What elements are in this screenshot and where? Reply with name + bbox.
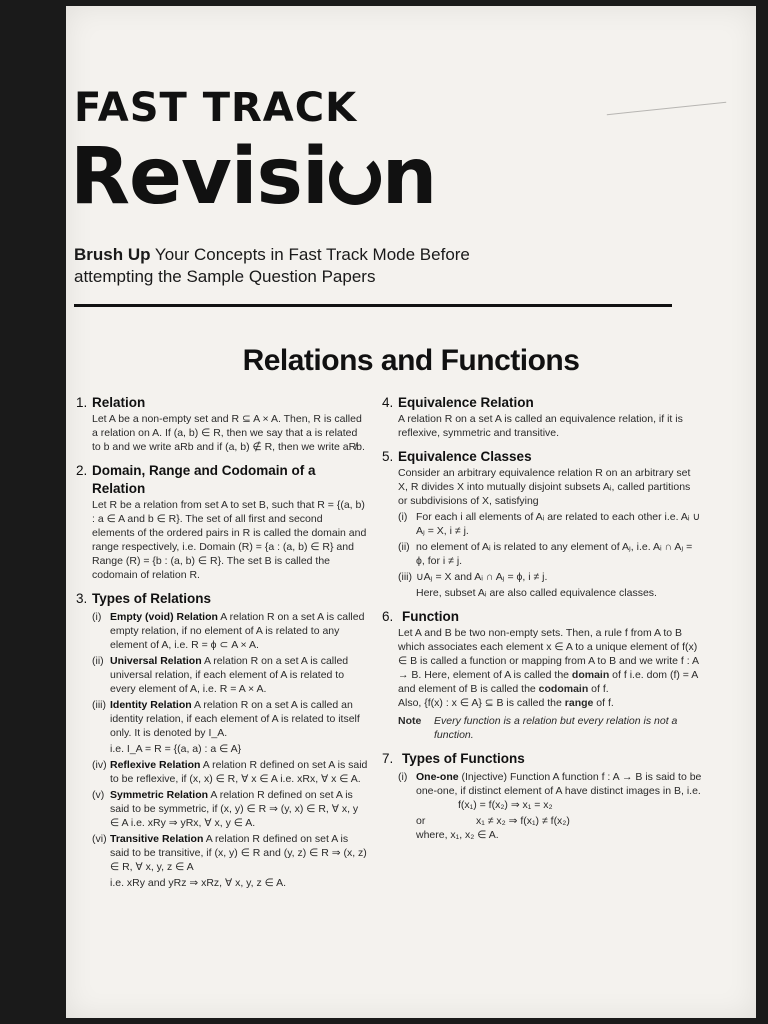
range-text: Also, {f(x) : x ∈ A} ⊆ B is called the range of f. (398, 697, 614, 709)
revision-text-a: Revisi (70, 132, 328, 222)
right-column (382, 394, 702, 850)
section-types-of-relations (76, 590, 368, 890)
section-number: 6. (382, 609, 394, 624)
section-domain-range (76, 462, 368, 582)
revision-circular-arrows-icon (329, 153, 381, 205)
formula-row: or x₁ ≠ x₂ ⇒ f(x₁) ≠ f(x₂) (416, 815, 570, 827)
section-text: Let A and B be two non-empty sets. Then, a rule f from A to B which associates each element x ∈ A to a unique element of f(x) ∈ B is called a function or mapping from A to B and we write f : A → B. Here, element of A is called the domain of f i.e. dom (f) = A and element of B is called the codomain of f. (398, 627, 699, 695)
section-types-of-functions (382, 750, 702, 842)
section-number: 3. (76, 591, 88, 606)
tagline-bold: Brush Up (74, 245, 151, 264)
section-relation (76, 394, 368, 454)
document-page (66, 6, 756, 1018)
section-equivalence-relation (382, 394, 702, 440)
section-text: Let A be a non-empty set and R ⊆ A × A. Then, R is called a relation on A. If (a, b) ∈ R, then we say that a is related to b and we write aRb and if (a, b) ∉ R, then we write aR̸b. (92, 413, 365, 453)
list-item: (i) One-one (Injective) Function A function f : A → B is said to be one-one, if distinct element of A have distinct images in B, i.e. (398, 771, 702, 797)
section-heading: Function (402, 609, 459, 624)
list-item: i.e. xRy and yRz ⇒ xRz, ∀ x, y, z ∈ A. (110, 877, 287, 889)
section-function (382, 608, 702, 742)
list-item: (ii) no element of Aᵢ is related to any element of Aⱼ, i.e. Aᵢ ∩ Aⱼ = ϕ, for i ≠ j. (398, 541, 693, 567)
list-item: (iv) Reflexive Relation A relation R defined on set A is said to be reflexive, if (x, x) ∈ R, ∀ x ∈ A i.e. xRx, ∀ x ∈ A. (92, 759, 368, 785)
header-revision (70, 132, 437, 222)
list-item: (v) Symmetric Relation A relation R defined on set A is said to be symmetric, if (x, y) ∈ R ⇒ (y, x) ∈ R, ∀ x, y ∈ A i.e. xRy ⇒ yRx, ∀ x, y ∈ A. (92, 789, 359, 829)
section-number: 5. (382, 449, 394, 464)
list-item: (iii) Identity Relation A relation R on a set A is called an identity relation, if each element of A is related to itself only. It is denoted by I_A. (92, 699, 360, 739)
section-heading: Equivalence Classes (398, 449, 532, 464)
section-number: 2. (76, 463, 88, 478)
section-heading: Domain, Range and Codomain of a Relation (92, 463, 316, 496)
list-item: (i) Empty (void) Relation A relation R on a set A is called empty relation, if no element of A is related to any element of A, i.e. R = ϕ ⊂ A × A. (92, 611, 365, 651)
tagline-rest-2: attempting the Sample Question Papers (74, 267, 376, 286)
formula-1: f(x₁) = f(x₂) ⇒ x₁ = x₂ (458, 799, 553, 811)
section-heading: Types of Functions (402, 751, 525, 766)
section-text: Let R be a relation from set A to set B, such that R = {(a, b) : a ∈ A and b ∈ R}. The set of all first and second elements of the ordered pairs in R is called the domain and range respectively, i.e. Domain (R) = {a : (a, b) ∈ R} and Range (R) = {b : (a, b) ∈ R}. The set B is called the codomain of relation R. (92, 499, 367, 581)
left-column (76, 394, 368, 898)
section-number: 7. (382, 751, 394, 766)
section-heading: Equivalence Relation (398, 395, 534, 410)
section-number: 1. (76, 395, 88, 410)
list-item: (ii) Universal Relation A relation R on a set A is called universal relation, if each element of A is related to every element of A, i.e. R = A × A. (92, 655, 349, 695)
list-item: Here, subset Aᵢ are also called equivalence classes. (416, 587, 657, 599)
tagline-rest-1: Your Concepts in Fast Track Mode Before (150, 245, 470, 264)
list-item: (iii) ∪Aⱼ = X and Aᵢ ∩ Aⱼ = ϕ, i ≠ j. (398, 571, 548, 583)
tagline (74, 244, 694, 288)
section-text: Consider an arbitrary equivalence relation R on an arbitrary set X, R divides X into mutually disjoint subsets Aᵢ, called partitions or subdivisions of X, satisfying (398, 467, 691, 507)
header-divider (74, 304, 672, 307)
header-fast-track: FAST TRACK (74, 85, 358, 131)
note: Note Every function is a relation but every relation is not a function. (398, 715, 678, 741)
list-item: (i) For each i all elements of Aᵢ are related to each other i.e. Aᵢ ∪ Aⱼ = X, i ≠ j. (398, 511, 701, 537)
page-title: Relations and Functions (242, 344, 580, 377)
section-heading: Relation (92, 395, 146, 410)
formula-2: x₁ ≠ x₂ ⇒ f(x₁) ≠ f(x₂) (476, 815, 570, 827)
list-item: i.e. I_A = R = {(a, a) : a ∈ A} (110, 743, 242, 755)
section-equivalence-classes (382, 448, 702, 600)
where-text: where, x₁, x₂ ∈ A. (416, 829, 499, 841)
list-item: (vi) Transitive Relation A relation R defined on set A is said to be transitive, if (x, y) ∈ R and (y, z) ∈ R ⇒ (x, z) ∈ R, ∀ x, y, z ∈ A (92, 833, 367, 873)
section-heading: Types of Relations (92, 591, 212, 606)
revision-text-b: n (381, 132, 437, 222)
section-number: 4. (382, 395, 394, 410)
pencil-mark (606, 92, 726, 115)
section-text: A relation R on a set A is called an equivalence relation, if it is reflexive, symmetric and transitive. (398, 413, 683, 439)
